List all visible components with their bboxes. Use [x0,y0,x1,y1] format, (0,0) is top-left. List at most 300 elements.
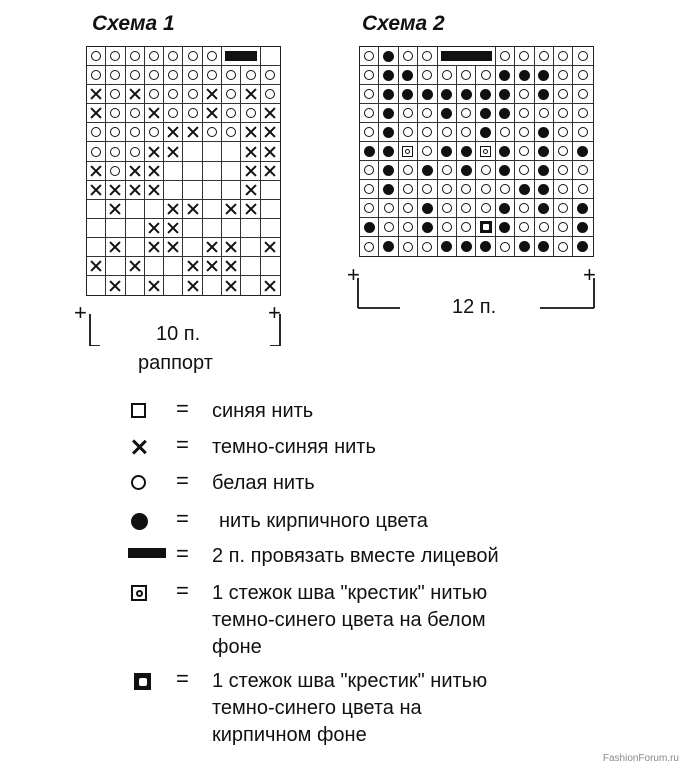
scheme2-plus-left: + [347,262,360,287]
circle-icon [578,70,588,80]
circle-icon [558,51,568,61]
scheme2-title: Схема 2 [362,12,445,35]
scheme1-cell [241,276,260,295]
dot-icon [461,165,472,176]
scheme2-cell [360,199,379,218]
circle-icon [558,203,568,213]
cross-icon [245,184,257,196]
cross-icon [264,126,276,138]
circle-icon [168,51,178,61]
scheme2-cell [438,161,457,180]
scheme1-cell [145,85,164,104]
bar-icon [225,51,257,61]
scheme1-cell [222,104,241,123]
scheme2-cell [360,123,379,142]
cross-icon [206,241,218,253]
scheme2-cell [379,47,398,66]
dot-icon [441,89,452,100]
scheme2-cell [457,123,476,142]
scheme2-cell [496,123,515,142]
dot-icon [422,222,433,233]
scheme1-cell [106,200,125,219]
scheme1-cell [87,85,106,104]
cross-icon [90,260,102,272]
legend-equals: = [176,666,189,691]
scheme1-cell [126,142,145,161]
circle-icon [558,89,568,99]
circle-icon [422,70,432,80]
scheme1-cell [126,66,145,85]
scheme2-cell-bar [438,47,496,66]
scheme1-cell [87,162,106,181]
circle-icon [110,147,120,157]
scheme1-cell [241,142,260,161]
scheme1-cell [241,200,260,219]
scheme2-cell [515,218,534,237]
scheme2-cell [515,180,534,199]
dot-icon [577,203,588,214]
legend-equals: = [176,506,189,531]
cross-icon [129,88,141,100]
scheme1-cell [203,123,222,142]
cross-icon [131,439,147,455]
circle-icon [422,242,432,252]
circle-icon [91,147,101,157]
scheme2-cell [496,47,515,66]
scheme2-cell [496,199,515,218]
scheme1-cell-bar [222,47,261,66]
circle-icon [364,89,374,99]
scheme2-cell [399,161,418,180]
scheme2-cell [535,47,554,66]
scheme1-cell [261,219,280,238]
circle-icon [461,70,471,80]
scheme2-cell [399,66,418,85]
circle-icon [519,108,529,118]
scheme1-cell [241,104,260,123]
scheme2-cell [379,85,398,104]
scheme1-cell [87,142,106,161]
scheme2-cell [535,66,554,85]
circle-icon [578,165,588,175]
cross-icon [225,260,237,272]
scheme1-cell [145,142,164,161]
cross-icon [148,241,160,253]
scheme1-cell [145,181,164,200]
scheme1-cell [261,142,280,161]
scheme2-cell [476,237,495,256]
cross-icon [264,165,276,177]
circle-icon [110,166,120,176]
scheme1-cell [203,142,222,161]
scheme1-cell [203,85,222,104]
scheme2-cell [573,218,592,237]
circle-icon [188,108,198,118]
scheme1-cell [145,219,164,238]
scheme1-cell [261,238,280,257]
circle-icon [226,127,236,137]
circle-icon [226,70,236,80]
scheme2-cell [496,218,515,237]
circle-icon [91,70,101,80]
scheme1-cell [183,276,202,295]
hollow-square-icon [480,221,492,233]
scheme1-cell [222,200,241,219]
scheme1-cell [183,162,202,181]
scheme1-cell [261,85,280,104]
scheme1-cell [145,238,164,257]
scheme1-cell [164,200,183,219]
scheme2-cell [418,66,437,85]
circle-icon [226,89,236,99]
scheme1-cell [106,162,125,181]
scheme2-cell [418,104,437,123]
circle-icon [364,70,374,80]
dot-icon [538,89,549,100]
scheme2-cell [360,218,379,237]
dot-icon [383,70,394,81]
circle-icon [265,70,275,80]
scheme2-cell [476,142,495,161]
cross-icon [264,107,276,119]
scheme1-cell [145,123,164,142]
scheme2-cell [399,199,418,218]
circle-icon [519,146,529,156]
scheme1-cell [106,104,125,123]
scheme1-cell [164,85,183,104]
scheme2-cell [535,199,554,218]
scheme2-cell [554,85,573,104]
scheme2-plus-right: + [583,262,596,287]
dot-icon [383,184,394,195]
scheme2-cell [360,161,379,180]
scheme2-cell [535,237,554,256]
dot-icon [441,241,452,252]
scheme1-cell [261,257,280,276]
scheme2-cell [418,142,437,161]
legend-text: кирпичном фоне [212,724,367,746]
circle-icon [500,127,510,137]
dot-icon [441,146,452,157]
scheme2-cell [573,47,592,66]
scheme2-cell [379,104,398,123]
scheme1-cell [145,104,164,123]
scheme1-cell [183,104,202,123]
scheme2-cell [457,161,476,180]
dot-icon [422,165,433,176]
dot-icon [538,184,549,195]
scheme1-cell [126,238,145,257]
scheme2-cell [476,66,495,85]
cross-icon [187,280,199,292]
scheme1-cell [87,257,106,276]
scheme2-cell [515,47,534,66]
scheme1-cell [106,238,125,257]
circle-icon [364,51,374,61]
circle-icon [110,70,120,80]
scheme2-cell [554,47,573,66]
circle-icon [558,127,568,137]
scheme1-cell [183,47,202,66]
circle-icon [364,108,374,118]
cross-icon [167,222,179,234]
scheme2-cell [360,180,379,199]
scheme2-cell [554,161,573,180]
cross-icon [129,260,141,272]
circle-icon [461,184,471,194]
cross-icon [206,107,218,119]
dot-icon [383,165,394,176]
circle-icon [442,184,452,194]
cross-icon [206,88,218,100]
scheme2-cell [379,123,398,142]
circle-icon [91,127,101,137]
cross-icon [187,203,199,215]
scheme1-cell [261,276,280,295]
scheme1-cell [241,162,260,181]
dot-icon [577,241,588,252]
circle-icon [519,203,529,213]
circle-icon [207,70,217,80]
circle-icon [558,184,568,194]
scheme2-cell [573,161,592,180]
scheme1-cell [241,123,260,142]
scheme1-cell [183,66,202,85]
circle-icon [246,70,256,80]
dot-icon [499,108,510,119]
scheme1-cell [183,142,202,161]
scheme1-cell [261,200,280,219]
scheme2-cell [418,237,437,256]
circle-icon [461,222,471,232]
legend-text: темно-синяя нить [212,436,376,458]
circle-icon [558,146,568,156]
legend-equals: = [176,432,189,457]
dot-icon [538,203,549,214]
scheme2-cell [496,180,515,199]
scheme2-cell [438,180,457,199]
scheme2-cell [418,85,437,104]
scheme2-cell [457,180,476,199]
scheme1-plus-left: + [74,300,87,325]
scheme2-cell [399,85,418,104]
scheme1-cell [222,162,241,181]
scheme2-cell [360,142,379,161]
scheme1-cell [164,162,183,181]
circle-icon [226,108,236,118]
circle-icon [149,70,159,80]
scheme2-cell [573,66,592,85]
scheme2-cell [476,218,495,237]
dot-icon [538,127,549,138]
scheme2-cell [515,123,534,142]
scheme1-cell [87,66,106,85]
dot-icon [538,241,549,252]
dot-icon [499,70,510,81]
scheme2-cell [515,85,534,104]
dot-icon [538,70,549,81]
cross-icon [206,260,218,272]
circle-icon [364,242,374,252]
dot-icon [364,146,375,157]
circle-icon [131,475,146,490]
scheme1-cell [126,104,145,123]
scheme1-cell [261,66,280,85]
scheme2-cell [457,85,476,104]
circle-icon [539,222,549,232]
scheme2-cell [379,218,398,237]
scheme2-cell [418,199,437,218]
scheme2-cell [515,104,534,123]
scheme1-cell [183,85,202,104]
scheme1-cell [203,47,222,66]
cross-icon [148,222,160,234]
circle-icon [519,51,529,61]
ring-square-icon [131,585,147,601]
scheme1-cell [126,257,145,276]
cross-icon [90,107,102,119]
scheme2-cell [554,199,573,218]
circle-icon [578,89,588,99]
circle-icon [403,242,413,252]
circle-icon [364,203,374,213]
dot-icon [480,108,491,119]
circle-icon [558,165,568,175]
scheme2-cell [457,237,476,256]
legend-text: нить кирпичного цвета [219,510,428,532]
circle-icon [519,127,529,137]
legend-text: фоне [212,636,262,658]
circle-icon [558,108,568,118]
scheme1-cell [87,200,106,219]
scheme1-cell [126,123,145,142]
legend-text: 1 стежок шва "крестик" нитью [212,582,488,604]
circle-icon [188,89,198,99]
scheme2-cell [496,142,515,161]
circle-icon [519,222,529,232]
circle-icon [110,89,120,99]
scheme1-cell [183,200,202,219]
scheme1-cell [164,104,183,123]
circle-icon [384,203,394,213]
scheme2-cell [535,123,554,142]
scheme1-cell [203,276,222,295]
scheme1-cell [241,257,260,276]
circle-icon [246,108,256,118]
cross-icon [225,280,237,292]
dot-icon [499,165,510,176]
circle-icon [364,127,374,137]
dot-icon [499,89,510,100]
scheme1-cell [106,142,125,161]
scheme1-plus-right: + [268,300,281,325]
scheme2-cell [399,47,418,66]
scheme2-cell [399,123,418,142]
circle-icon [403,127,413,137]
legend-text: темно-синего цвета на [212,697,422,719]
cross-icon [109,203,121,215]
dot-icon [577,222,588,233]
scheme1-cell [106,123,125,142]
scheme2-cell [457,199,476,218]
circle-icon [539,51,549,61]
cross-icon [148,146,160,158]
cross-icon [225,203,237,215]
cross-icon [148,184,160,196]
cross-icon [90,184,102,196]
scheme2-cell [399,104,418,123]
circle-icon [384,222,394,232]
square-icon [131,403,146,418]
scheme2-cell [515,142,534,161]
scheme1-cell [241,66,260,85]
cross-icon [264,280,276,292]
scheme2-cell [535,142,554,161]
cross-icon [148,165,160,177]
legend-text: синяя нить [212,400,314,422]
scheme1-grid [86,46,281,296]
cross-icon [148,280,160,292]
dot-icon [402,70,413,81]
scheme1-cell [164,123,183,142]
legend-equals: = [176,468,189,493]
circle-icon [110,127,120,137]
scheme2-cell [535,161,554,180]
circle-icon [168,89,178,99]
scheme2-cell [515,199,534,218]
scheme1-cell [145,162,164,181]
bar-icon [128,548,166,558]
circle-icon [168,108,178,118]
scheme2-cell [476,199,495,218]
scheme2-cell [535,180,554,199]
scheme1-cell [87,238,106,257]
cross-icon [167,203,179,215]
circle-icon [442,222,452,232]
scheme2-cell [360,104,379,123]
scheme2-cell [496,85,515,104]
dot-icon [383,51,394,62]
dot-icon [461,89,472,100]
scheme2-cell [554,180,573,199]
circle-icon [422,146,432,156]
scheme1-cell [106,66,125,85]
circle-icon [578,184,588,194]
circle-icon [481,70,491,80]
cross-icon [148,107,160,119]
scheme2-cell [360,237,379,256]
circle-icon [558,222,568,232]
circle-icon [188,51,198,61]
circle-icon [422,108,432,118]
scheme1-cell [145,257,164,276]
scheme2-cell [438,85,457,104]
bar-icon [441,51,492,61]
scheme2-cell [418,180,437,199]
dot-icon [131,513,148,530]
scheme2-cell [515,66,534,85]
scheme2-cell [418,161,437,180]
scheme1-repeat-label: раппорт [138,352,213,374]
circle-icon [442,165,452,175]
circle-icon [481,203,491,213]
scheme2-cell [573,123,592,142]
scheme2-cell [457,66,476,85]
dot-icon [383,241,394,252]
circle-icon [403,203,413,213]
scheme1-cell [183,181,202,200]
scheme1-cell [261,104,280,123]
